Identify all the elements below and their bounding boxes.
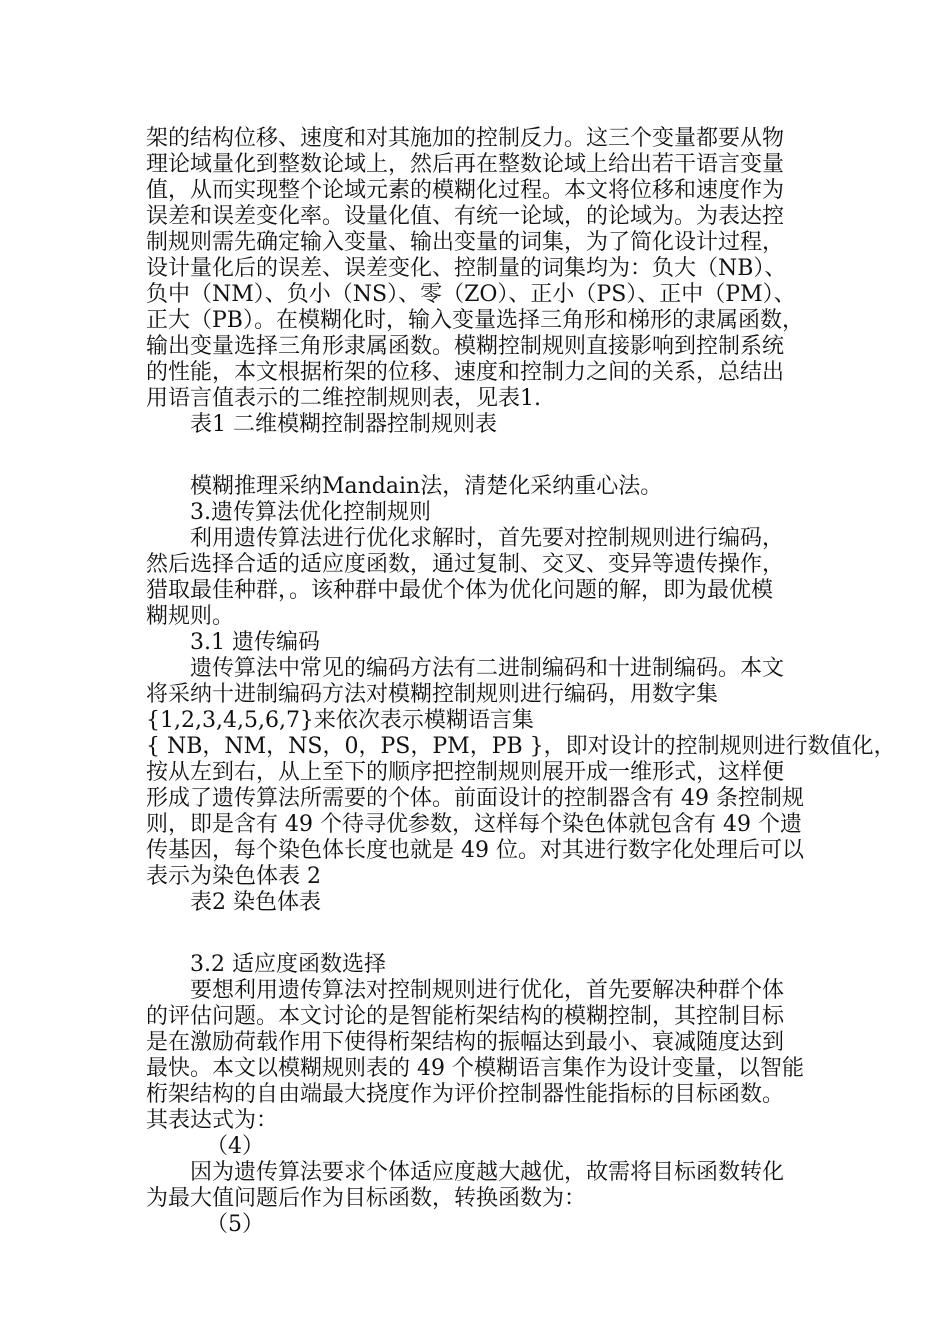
paragraph-line: 的评估问题。本文讨论的是智能桁架结构的模糊控制，其控制目标 <box>146 1004 785 1029</box>
paragraph-line: 猎取最佳种群，。该种群中最优个体为优化问题的解，即为最优模 <box>146 578 774 603</box>
paragraph-line: 最快。本文以模糊规则表的 49 个模糊语言集作为设计变量，以智能 <box>146 1056 804 1081</box>
paragraph-line: { NB，NM，NS，0，PS，PM，PB }，即对设计的控制规则进行数值化， <box>146 734 896 759</box>
paragraph-line: 的性能，本文根据桁架的位移、速度和控制力之间的关系，总结出 <box>146 360 785 385</box>
paragraph-line: 则，即是含有 49 个待寻优参数，这样每个染色体就包含有 49 个遗 <box>146 812 802 837</box>
paragraph-line: 用语言值表示的二维控制规则表，见表1. <box>146 386 541 411</box>
paragraph-line: 理论域量化到整数论域上，然后再在整数论域上给出若干语言变量 <box>146 152 785 177</box>
paragraph-line: 糊规则。 <box>146 604 235 629</box>
table2-caption: 表2 染色体表 <box>190 890 321 915</box>
section-3-title: 3.遗传算法优化控制规则 <box>190 500 431 525</box>
paragraph-line: 输出变量选择三角形隶属函数。模糊控制规则直接影响到控制系统 <box>146 334 785 359</box>
paragraph-line: 值，从而实现整个论域元素的模糊化过程。本文将位移和速度作为 <box>146 178 785 203</box>
paragraph-line: 是在激励荷载作用下使得桁架结构的振幅达到最小、衰减随度达到 <box>146 1030 785 1055</box>
paragraph-line: 桁架结构的自由端最大挠度作为评价控制器性能指标的目标函数。 <box>146 1082 785 1107</box>
equation-4-label: （4） <box>206 1134 264 1159</box>
paragraph-line: 传基因，每个染色体长度也就是 49 位。对其进行数字化处理后可以 <box>146 838 804 863</box>
paragraph-line: 将采纳十进制编码方法对模糊控制规则进行编码，用数字集 <box>146 682 719 707</box>
section-3-1-title: 3.1 遗传编码 <box>190 630 320 655</box>
paragraph-line: 架的结构位移、速度和对其施加的控制反力。这三个变量都要从物 <box>146 126 785 151</box>
paragraph-line: 正大（PB）。在模糊化时，输入变量选择三角形和梯形的隶属函数， <box>146 308 804 333</box>
paragraph-line: 为最大值问题后作为目标函数，转换函数为： <box>146 1186 587 1211</box>
paragraph-line: 制规则需先确定输入变量、输出变量的词集，为了简化设计过程， <box>146 230 785 255</box>
paragraph-line: 然后选择合适的适应度函数，通过复制、交叉、变异等遗传操作， <box>146 552 785 577</box>
paragraph-line: 要想利用遗传算法对控制规则进行优化，首先要解决种群个体 <box>190 978 785 1003</box>
equation-5-label: （5） <box>206 1212 264 1237</box>
paragraph-line: 负中（NM）、负小（NS）、零（ZO）、正小（PS）、正中（PM）、 <box>146 282 796 307</box>
section-3-2-title: 3.2 适应度函数选择 <box>190 952 386 977</box>
table1-caption: 表1 二维模糊控制器控制规则表 <box>190 412 497 437</box>
paragraph-line: 其表达式为： <box>146 1108 279 1133</box>
paragraph-line: 设计量化后的误差、误差变化、控制量的词集均为：负大（NB）、 <box>146 256 787 281</box>
paragraph-line: 利用遗传算法进行优化求解时，首先要对控制规则进行编码， <box>190 526 785 551</box>
paragraph-line: 误差和误差变化率。设量化值、有统一论域，的论域为。为表达控 <box>146 204 785 229</box>
paragraph-line: 按从左到右，从上至下的顺序把控制规则展开成一维形式，这样便 <box>146 760 785 785</box>
paragraph-line: 表示为染色体表 2 <box>146 864 321 889</box>
paragraph-line: {1,2,3,4,5,6,7}来依次表示模糊语言集 <box>146 708 534 733</box>
paragraph-line: 因为遗传算法要求个体适应度越大越优，故需将目标函数转化 <box>190 1160 785 1185</box>
inference-method-line: 模糊推理采纳Mandain法，清楚化采纳重心法。 <box>190 474 663 499</box>
paragraph-line: 形成了遗传算法所需要的个体。前面设计的控制器含有 49 条控制规 <box>146 786 804 811</box>
paragraph-line: 遗传算法中常见的编码方法有二进制编码和十进制编码。本文 <box>190 656 785 681</box>
